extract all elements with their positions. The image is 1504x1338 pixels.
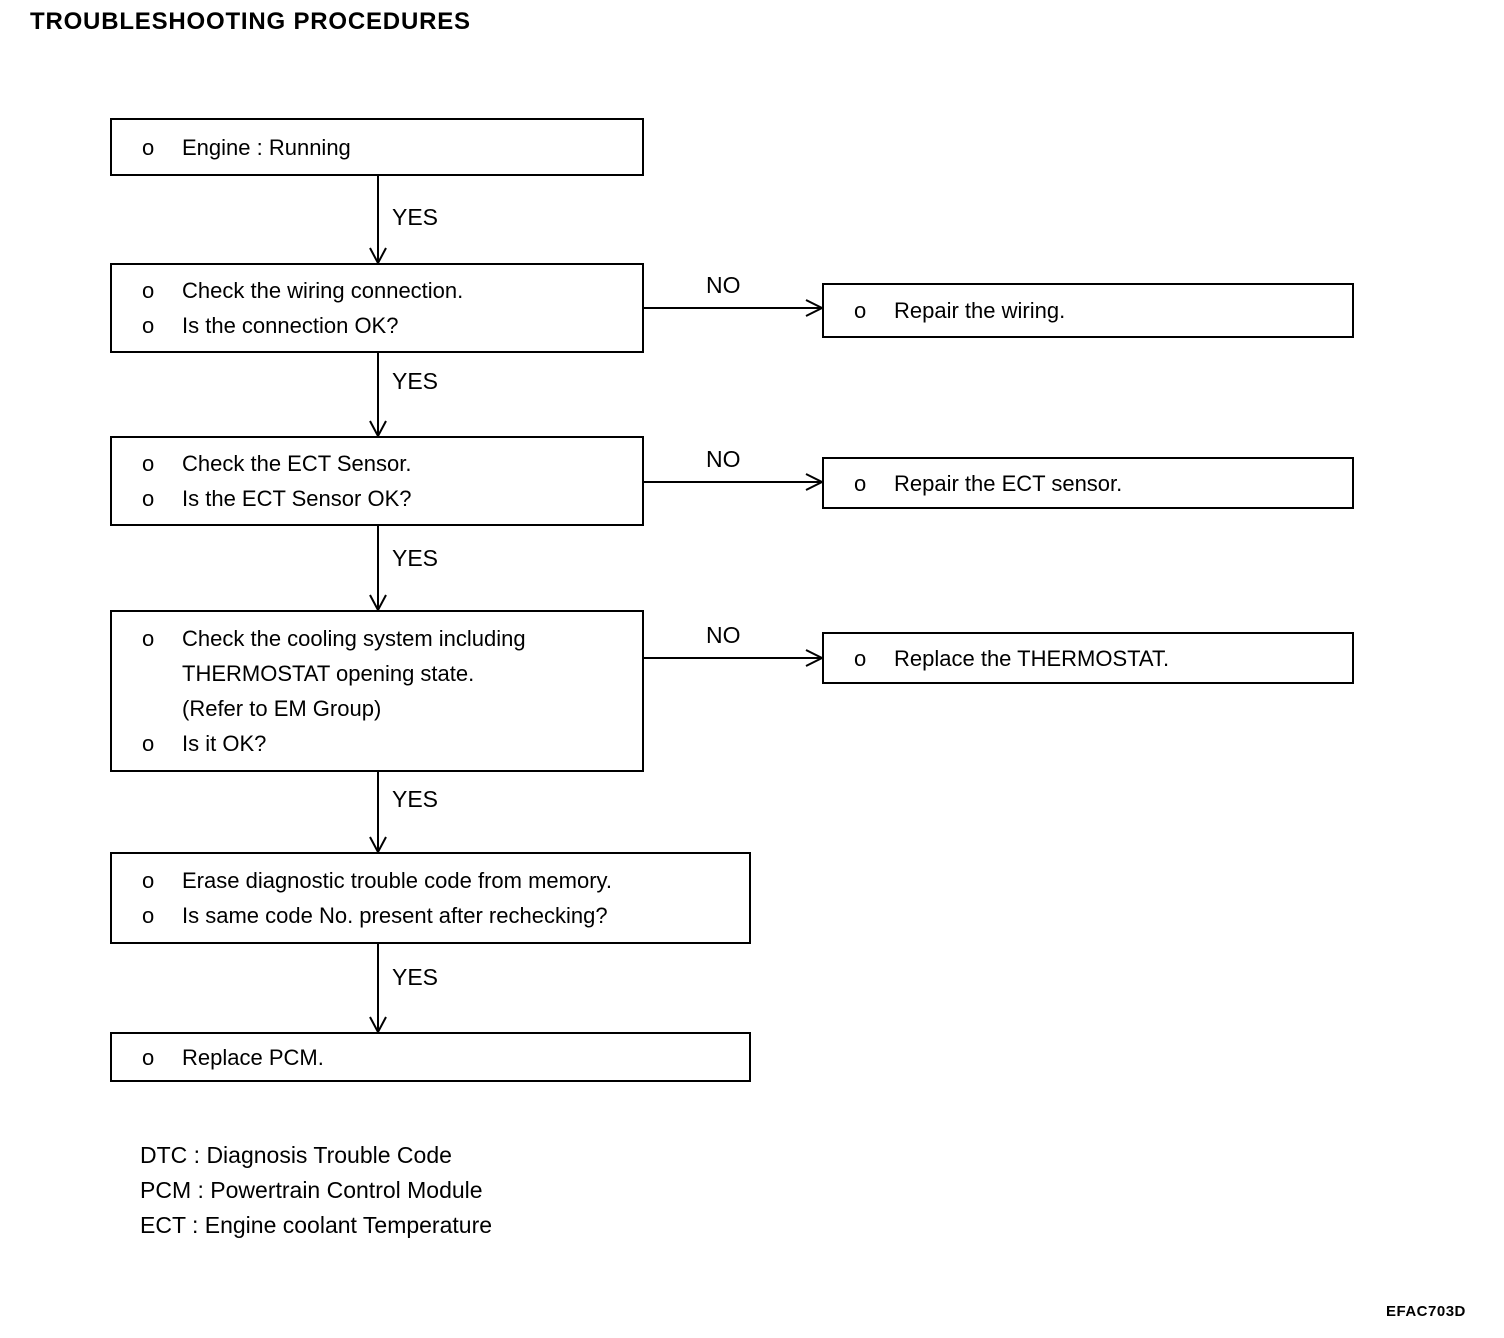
bullet-marker: o xyxy=(854,298,867,323)
edge-label-no: NO xyxy=(706,272,741,298)
node-line xyxy=(142,898,741,933)
bullet-marker: o xyxy=(854,645,867,671)
node-erase-dtc xyxy=(110,852,751,944)
node-line xyxy=(142,481,634,516)
arrow-yes-engine-to-wiring xyxy=(370,176,386,263)
node-repair-ect-sensor xyxy=(822,457,1354,509)
bullet-marker: o xyxy=(142,868,155,893)
node-check-ect-sensor xyxy=(110,436,644,526)
node-text: THERMOSTAT opening state. xyxy=(182,661,475,686)
node-text: Check the cooling system including xyxy=(182,626,526,651)
node-line xyxy=(142,308,634,343)
node-line xyxy=(142,130,634,165)
node-repair-wiring xyxy=(822,283,1354,338)
bullet-marker: o xyxy=(142,1044,155,1070)
bullet-marker: o xyxy=(142,486,155,511)
bullet-marker: o xyxy=(142,731,155,756)
node-replace-pcm xyxy=(110,1032,751,1082)
abbreviation-legend xyxy=(140,1138,492,1243)
edge-label-yes: YES xyxy=(392,964,439,990)
edge-label-yes: YES xyxy=(392,204,439,230)
arrow-yes-erase-to-pcm xyxy=(370,944,386,1032)
node-text: Engine : Running xyxy=(182,134,351,160)
node-text: (Refer to EM Group) xyxy=(182,696,382,721)
bullet-marker: o xyxy=(142,313,155,338)
edge-label-no: NO xyxy=(706,446,741,472)
node-text: Erase diagnostic trouble code from memory. xyxy=(182,868,612,893)
arrow-yes-ect-to-cooling xyxy=(370,526,386,610)
arrow-yes-wiring-to-ect xyxy=(370,353,386,436)
page-title: TROUBLESHOOTING PROCEDURES xyxy=(30,8,471,35)
node-line xyxy=(142,1040,741,1075)
node-line xyxy=(142,691,634,726)
node-line xyxy=(142,863,741,898)
node-text: Repair the wiring. xyxy=(894,298,1066,323)
arrow-yes-cooling-to-erase xyxy=(370,772,386,852)
node-line xyxy=(854,466,1344,501)
bullet-spacer xyxy=(142,691,182,726)
arrow-no-wiring-to-repair xyxy=(644,300,822,316)
node-text: Is the connection OK? xyxy=(182,313,399,338)
edge-label-yes: YES xyxy=(392,545,439,571)
node-line xyxy=(142,273,634,308)
figure-reference-code: EFAC703D xyxy=(1386,1303,1466,1320)
bullet-marker: o xyxy=(142,903,155,928)
bullet-marker: o xyxy=(142,451,155,476)
bullet-marker: o xyxy=(142,134,155,160)
node-engine-running xyxy=(110,118,644,176)
node-text: Is it OK? xyxy=(182,731,267,756)
node-text: Replace the THERMOSTAT. xyxy=(894,645,1170,671)
legend-line-dtc: DTC : Diagnosis Trouble Code xyxy=(140,1142,452,1168)
arrow-no-cooling-to-thermostat xyxy=(644,650,822,666)
bullet-spacer xyxy=(142,656,182,691)
edge-label-yes: YES xyxy=(392,786,439,812)
edge-label-yes: YES xyxy=(392,368,439,394)
node-check-cooling-system xyxy=(110,610,644,772)
node-line xyxy=(142,656,634,691)
bullet-marker: o xyxy=(854,470,867,496)
node-text: Is the ECT Sensor OK? xyxy=(182,486,412,511)
node-text: Is same code No. present after rechecking? xyxy=(182,903,608,928)
node-replace-thermostat xyxy=(822,632,1354,684)
legend-line-pcm: PCM : Powertrain Control Module xyxy=(140,1177,483,1203)
edge-label-no: NO xyxy=(706,622,741,648)
bullet-marker: o xyxy=(142,278,155,303)
node-text: Check the wiring connection. xyxy=(182,278,464,303)
node-line xyxy=(142,726,634,761)
node-line xyxy=(854,293,1344,328)
node-line xyxy=(142,621,634,656)
arrow-no-ect-to-repair xyxy=(644,474,822,490)
node-line xyxy=(854,641,1344,676)
node-text: Repair the ECT sensor. xyxy=(894,470,1123,496)
node-check-wiring xyxy=(110,263,644,353)
bullet-marker: o xyxy=(142,626,155,651)
node-text: Check the ECT Sensor. xyxy=(182,451,412,476)
node-text: Replace PCM. xyxy=(182,1044,324,1070)
node-line xyxy=(142,446,634,481)
legend-line-ect: ECT : Engine coolant Temperature xyxy=(140,1212,493,1238)
